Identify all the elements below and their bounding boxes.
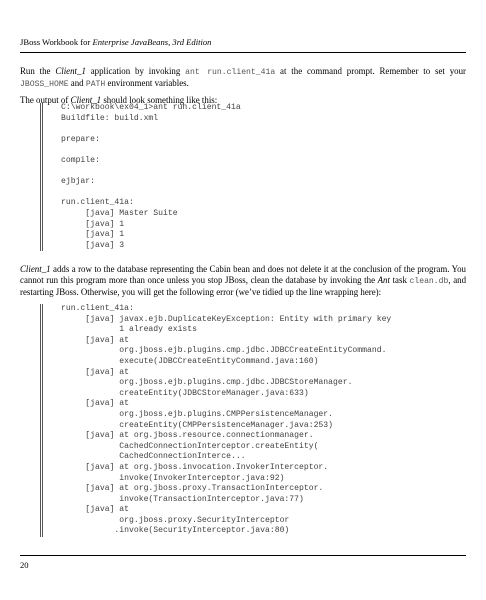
paragraph-error-explanation: Client_1 adds a row to the database representing the Cabin bean and does not delete it at the conclusion of the program. You cannot run this program more than once unless you stop JBoss, clean the database by invoking the Ant task clean.db, and restarting JBoss. Otherwise, you will get the following error (we’ve tidied up the line wrapping here):: [20, 264, 467, 297]
code-block-error: [40, 304, 466, 537]
code-line: [java] javax.ejb.DuplicateKeyException: Entity with primary key: [61, 314, 392, 324]
code-line: [61, 145, 466, 156]
code-line: run.client_41a:: [61, 304, 134, 313]
code-line: [java] at org.jboss.invocation.InvokerInterceptor.: [61, 462, 329, 472]
code-line: Buildfile: build.xml: [61, 113, 159, 123]
code-line: [java] at: [61, 335, 129, 345]
code-line: [61, 167, 466, 178]
page-number: 20: [20, 560, 29, 570]
code-line: [java] at: [61, 505, 129, 515]
code-line: 1 already exists: [61, 325, 197, 335]
ant-name: Ant: [377, 275, 390, 285]
code-line: [java] 1: [61, 219, 125, 229]
code-line: org.jboss.proxy.SecurityInterceptor: [61, 515, 290, 525]
code-line: CachedConnectionInterce...: [61, 452, 246, 462]
client-name: Client_1: [70, 95, 102, 105]
header-rule: [20, 52, 466, 53]
code-block-output: [40, 103, 466, 251]
client-name: Client_1: [55, 66, 86, 76]
running-head-title-italic: Enterprise JavaBeans, 3rd Edition: [92, 37, 212, 47]
code-line: [java] at: [61, 399, 129, 409]
code-line: org.jboss.ejb.plugins.CMPPersistenceManager.: [61, 409, 333, 419]
code-line: [61, 188, 466, 199]
code-line: C:\workbook\ex04_1>ant run.client_41a: [61, 103, 241, 112]
code-line: [java] at org.jboss.proxy.TransactionInterceptor.: [61, 484, 324, 494]
running-head-title: JBoss Workbook for: [20, 37, 93, 47]
code-line: .invoke(SecurityInterceptor.java:80): [61, 526, 290, 536]
code-line: compile:: [61, 155, 100, 165]
inline-command: ant run.client_41a: [185, 68, 276, 77]
code-line: [java] at org.jboss.resource.connectionmanager.: [61, 431, 314, 441]
inline-env-var: PATH: [85, 80, 106, 89]
code-line: run.client_41a:: [61, 198, 134, 208]
footer-rule: [20, 555, 466, 556]
paragraph-run-instructions: Run the Client_1 application by invoking ant run.client_41a at the command prompt. Remember to set your JBOSS_HOME and PATH environment variables.: [20, 66, 466, 89]
code-line: ejbjar:: [61, 177, 95, 187]
code-line: createEntity(JDBCStoreManager.java:633): [61, 388, 309, 398]
code-line: org.jboss.ejb.plugins.cmp.jdbc.JDBCCreateEntityCommand.: [61, 346, 387, 356]
code-line: [java] at: [61, 367, 129, 377]
code-line: invoke(InvokerInterceptor.java:92): [61, 473, 285, 483]
client-name: Client_1: [20, 264, 51, 274]
inline-task: clean.db: [409, 277, 449, 286]
code-line: prepare:: [61, 134, 100, 144]
inline-env-var: JBOSS_HOME: [20, 80, 69, 89]
paragraph-output-intro: The output of Client_1 should look something like this:: [20, 95, 218, 105]
code-line: org.jboss.ejb.plugins.cmp.jdbc.JDBCStoreManager.: [61, 378, 353, 388]
code-line: [61, 124, 466, 135]
code-line: invoke(TransactionInterceptor.java:77): [61, 494, 304, 504]
code-line: execute(JDBCCreateEntityCommand.java:160): [61, 356, 319, 366]
code-line: [java] 1: [61, 230, 125, 240]
code-line: [java] Master Suite: [61, 208, 178, 218]
running-head: [20, 37, 466, 47]
code-line: [java] 3: [61, 240, 125, 250]
code-line: createEntity(CMPPersistenceManager.java:253): [61, 420, 333, 430]
code-line: CachedConnectionInterceptor.createEntity(: [61, 441, 319, 451]
